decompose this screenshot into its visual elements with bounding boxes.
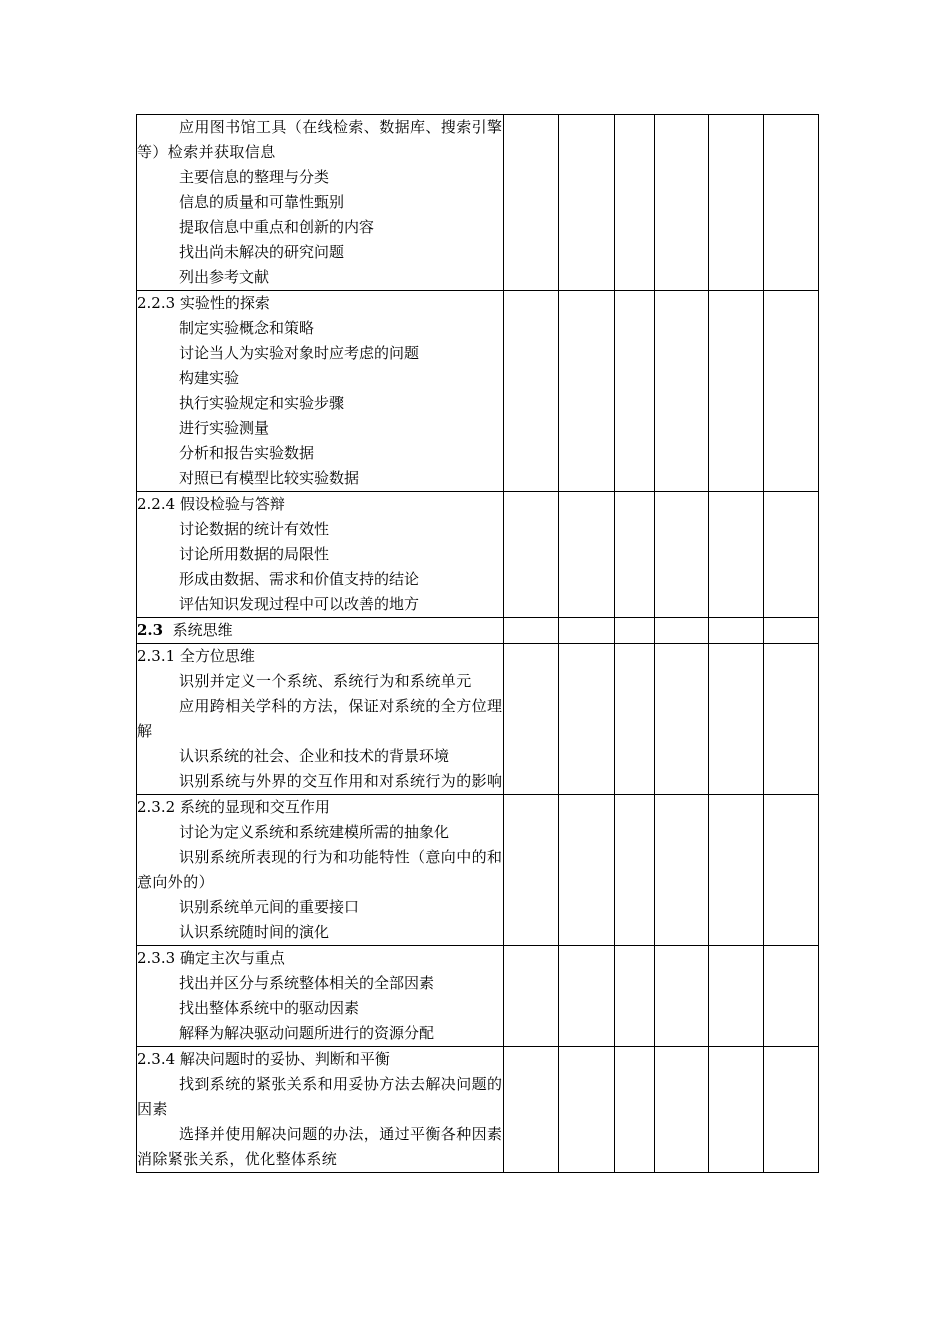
- rating-cell[interactable]: [764, 618, 819, 644]
- rating-cell[interactable]: [764, 492, 819, 618]
- rating-cell[interactable]: [709, 492, 764, 618]
- item-line: 找出尚未解决的研究问题: [179, 243, 345, 261]
- item-description-cell: [137, 115, 504, 291]
- item-line: 认识系统的社会、企业和技术的背景环境: [179, 747, 450, 765]
- section-heading: 2.2.4 假设检验与答辩: [137, 495, 285, 513]
- rating-cell[interactable]: [615, 644, 655, 795]
- section-title-text: 系统思维: [172, 621, 233, 639]
- rating-cell[interactable]: [764, 795, 819, 946]
- rating-cell[interactable]: [709, 115, 764, 291]
- section-title: [137, 618, 503, 643]
- rating-cell[interactable]: [655, 492, 709, 618]
- rating-cell[interactable]: [559, 1047, 615, 1173]
- rating-cell[interactable]: [764, 1047, 819, 1173]
- item-description-cell: [137, 291, 504, 492]
- rating-cell[interactable]: [764, 115, 819, 291]
- rating-cell[interactable]: [615, 618, 655, 644]
- item-line: 信息的质量和可靠性甄别: [179, 193, 345, 211]
- item-description-cell: [137, 492, 504, 618]
- rating-cell[interactable]: [615, 115, 655, 291]
- rating-cell[interactable]: [655, 291, 709, 492]
- section-heading: 2.2.3 实验性的探索: [137, 294, 270, 312]
- item-line: 应用图书馆工具（在线检索、数据库、搜索引擎等）检索并获取信息: [137, 118, 503, 161]
- table-row: [137, 492, 819, 618]
- item-line: 找到系统的紧张关系和用妥协方法去解决问题的因素: [137, 1075, 503, 1118]
- rating-cell[interactable]: [709, 946, 764, 1047]
- rating-cell[interactable]: [504, 492, 559, 618]
- table-row: [137, 795, 819, 946]
- rating-cell[interactable]: [559, 795, 615, 946]
- item-description-cell: [137, 946, 504, 1047]
- item-line: 识别系统与外界的交互作用和对系统行为的影响: [179, 772, 503, 790]
- item-line: 对照已有模型比较实验数据: [179, 469, 360, 487]
- item-line: 识别系统单元间的重要接口: [179, 898, 360, 916]
- item-line: 识别系统所表现的行为和功能特性（意向中的和意向外的）: [137, 848, 503, 891]
- rating-cell[interactable]: [764, 644, 819, 795]
- item-line: 列出参考文献: [179, 268, 270, 286]
- rating-cell[interactable]: [655, 1047, 709, 1173]
- item-description-cell: [137, 1047, 504, 1173]
- rating-cell[interactable]: [709, 795, 764, 946]
- rating-cell[interactable]: [559, 644, 615, 795]
- rating-cell[interactable]: [504, 291, 559, 492]
- section-heading: 2.3.3 确定主次与重点: [137, 949, 285, 967]
- rating-cell[interactable]: [709, 291, 764, 492]
- rating-cell[interactable]: [504, 618, 559, 644]
- table-row: [137, 946, 819, 1047]
- rating-cell[interactable]: [504, 115, 559, 291]
- rating-cell[interactable]: [764, 291, 819, 492]
- rating-cell[interactable]: [615, 492, 655, 618]
- item-line: 解释为解决驱动问题所进行的资源分配: [179, 1024, 435, 1042]
- section-heading: 2.3.1 全方位思维: [137, 647, 255, 665]
- item-line: 主要信息的整理与分类: [179, 168, 330, 186]
- rating-cell[interactable]: [504, 795, 559, 946]
- item-line: 构建实验: [179, 369, 240, 387]
- item-line: 认识系统随时间的演化: [179, 923, 330, 941]
- rating-cell[interactable]: [559, 946, 615, 1047]
- rating-cell[interactable]: [764, 946, 819, 1047]
- rating-cell[interactable]: [615, 795, 655, 946]
- rating-cell[interactable]: [559, 492, 615, 618]
- rating-cell[interactable]: [504, 946, 559, 1047]
- item-description-cell: [137, 795, 504, 946]
- item-line: 评估知识发现过程中可以改善的地方: [179, 595, 420, 613]
- rating-cell[interactable]: [615, 1047, 655, 1173]
- rating-cell[interactable]: [504, 1047, 559, 1173]
- item-line: 讨论为定义系统和系统建模所需的抽象化: [179, 823, 450, 841]
- rating-cell[interactable]: [615, 946, 655, 1047]
- rating-cell[interactable]: [655, 618, 709, 644]
- item-line: 讨论所用数据的局限性: [179, 545, 330, 563]
- rating-cell[interactable]: [655, 795, 709, 946]
- item-line: 进行实验测量: [179, 419, 270, 437]
- table-row: [137, 1047, 819, 1173]
- item-line: 选择并使用解决问题的办法，通过平衡各种因素消除紧张关系，优化整体系统: [137, 1125, 503, 1168]
- rating-cell[interactable]: [709, 618, 764, 644]
- competency-table: [136, 114, 819, 1173]
- item-line: 形成由数据、需求和价值支持的结论: [179, 570, 420, 588]
- item-line: 提取信息中重点和创新的内容: [179, 218, 375, 236]
- item-line: 分析和报告实验数据: [179, 444, 315, 462]
- section-heading: 2.3.4 解决问题时的妥协、判断和平衡: [137, 1050, 390, 1068]
- table-row: [137, 644, 819, 795]
- item-description-cell: [137, 618, 504, 644]
- rating-cell[interactable]: [559, 291, 615, 492]
- rating-cell[interactable]: [709, 644, 764, 795]
- table-row: [137, 291, 819, 492]
- table-row: [137, 618, 819, 644]
- rating-cell[interactable]: [655, 946, 709, 1047]
- item-line: 执行实验规定和实验步骤: [179, 394, 345, 412]
- item-line: 讨论当人为实验对象时应考虑的问题: [179, 344, 420, 362]
- rating-cell[interactable]: [655, 115, 709, 291]
- table-row: [137, 115, 819, 291]
- item-line: 应用跨相关学科的方法，保证对系统的全方位理解: [137, 697, 503, 740]
- rating-cell[interactable]: [559, 618, 615, 644]
- rating-cell[interactable]: [504, 644, 559, 795]
- rating-cell[interactable]: [709, 1047, 764, 1173]
- item-line: 讨论数据的统计有效性: [179, 520, 330, 538]
- item-description-cell: [137, 644, 504, 795]
- item-line: 制定实验概念和策略: [179, 319, 315, 337]
- rating-cell[interactable]: [615, 291, 655, 492]
- item-line: 找出并区分与系统整体相关的全部因素: [179, 974, 435, 992]
- rating-cell[interactable]: [655, 644, 709, 795]
- item-line: 找出整体系统中的驱动因素: [179, 999, 360, 1017]
- section-number: 2.3: [137, 621, 164, 639]
- rating-cell[interactable]: [559, 115, 615, 291]
- item-line: 识别并定义一个系统、系统行为和系统单元: [179, 672, 472, 690]
- section-heading: 2.3.2 系统的显现和交互作用: [137, 798, 330, 816]
